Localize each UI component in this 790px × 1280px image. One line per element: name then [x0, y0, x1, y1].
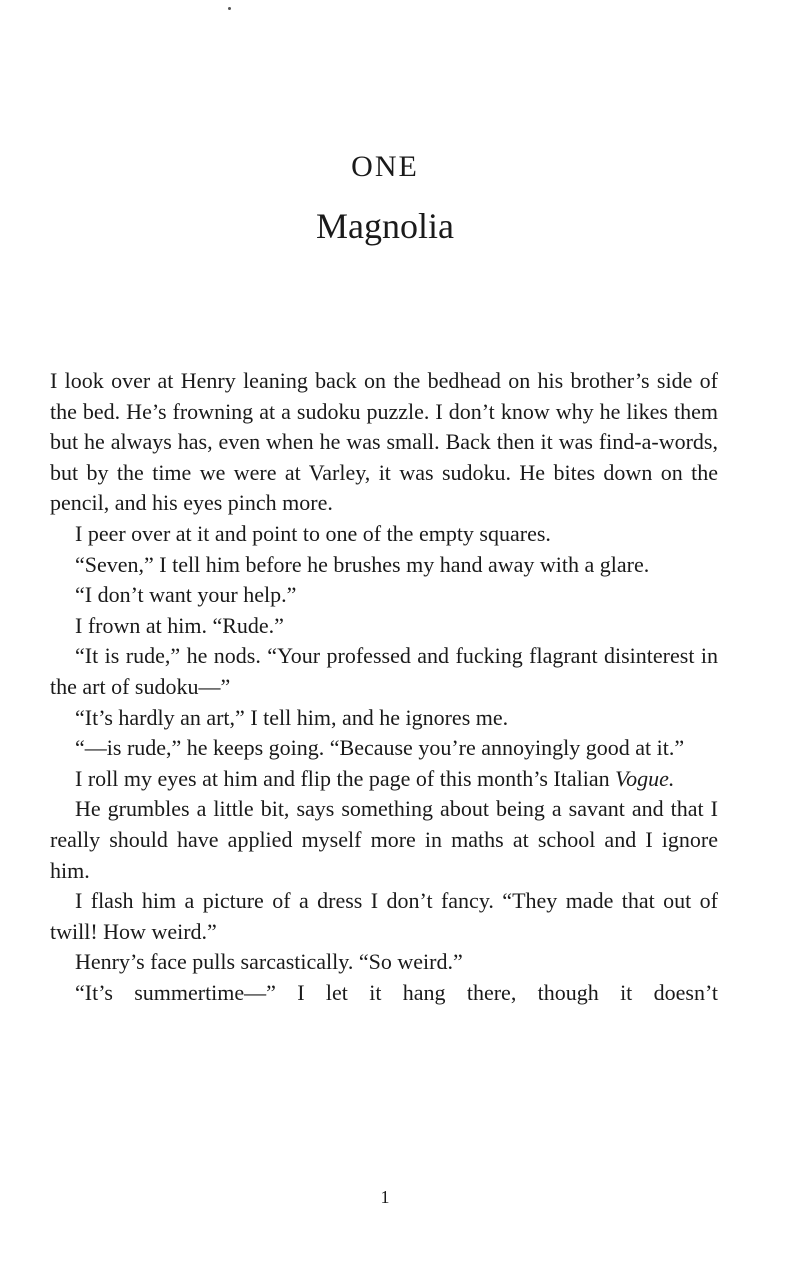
page-speck	[228, 7, 231, 10]
paragraph: “I don’t want your help.”	[75, 582, 297, 608]
magazine-title: Vogue.	[615, 765, 675, 791]
paragraph: “Seven,” I tell him before he brushes my hand away with a glare.	[75, 551, 650, 577]
paragraph: I frown at him. “Rude.”	[75, 612, 284, 638]
paragraph: I look over at Henry leaning back on the bedhead on his brother’s side of the bed. He’s frowning at a sudoku puzzle. I don’t know why he likes them but he always has, even when he was small. Back then it was find-a-words, but by the time we were at Varley, it was sudoku. He bites down on the pencil, and his eyes pinch more.	[50, 368, 718, 516]
chapter-body	[50, 366, 718, 1008]
paragraph: I flash him a picture of a dress I don’t fancy. “They made that out of twill! How weird.”	[50, 888, 718, 944]
paragraph: “It’s hardly an art,” I tell him, and he ignores me.	[75, 704, 509, 730]
paragraph: “—is rude,” he keeps going. “Because you’re annoyingly good at it.”	[75, 735, 685, 761]
paragraph: He grumbles a little bit, says something about being a savant and that I really should have applied myself more in maths at school and I ignore him.	[50, 796, 718, 883]
paragraph-text: I roll my eyes at him and flip the page of this month’s Italian	[75, 765, 610, 791]
chapter-title: Magnolia	[316, 206, 454, 246]
chapter-number: ONE	[351, 150, 419, 183]
paragraph	[50, 764, 718, 795]
paragraph: “It’s summertime—” I let it hang there, though it doesn’t	[75, 979, 718, 1005]
page-number: 1	[380, 1187, 390, 1207]
paragraph: I peer over at it and point to one of the empty squares.	[75, 520, 551, 546]
paragraph: Henry’s face pulls sarcastically. “So weird.”	[75, 949, 463, 975]
paragraph: “It is rude,” he nods. “Your professed and fucking flagrant disinterest in the art of sudoku—”	[50, 643, 718, 699]
